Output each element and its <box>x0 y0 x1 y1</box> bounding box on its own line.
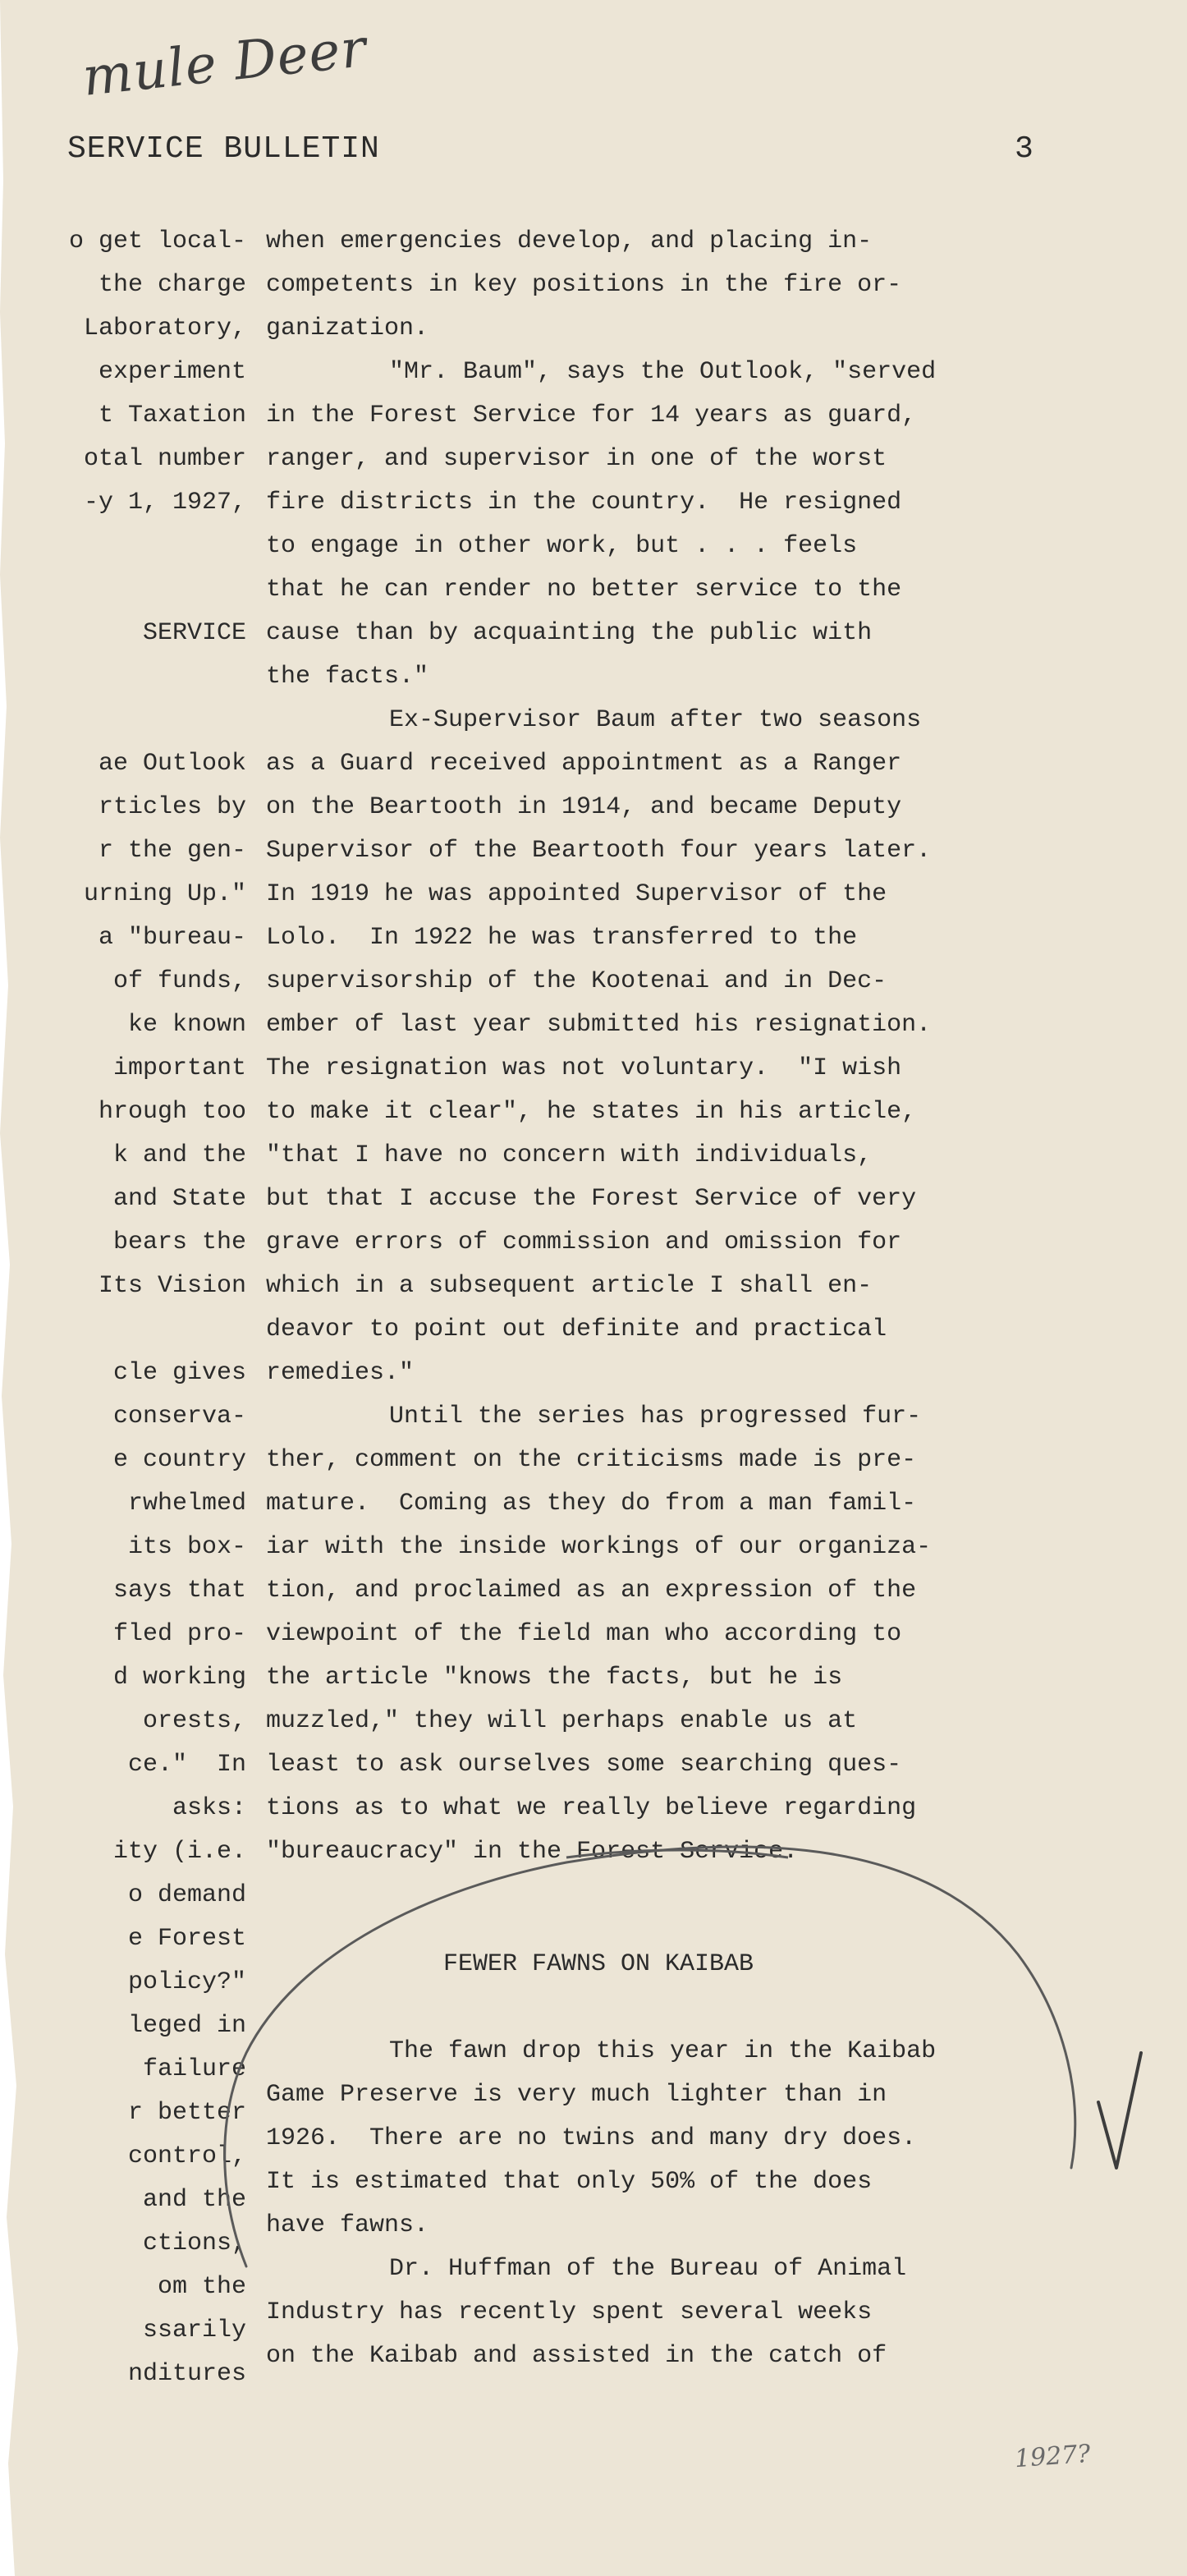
text-line: fire districts in the country. He resigned <box>266 489 902 517</box>
kaibab-article-body <box>266 2030 1046 2378</box>
left-fragment-line: fled pro- <box>112 1620 246 1648</box>
left-column-fragments <box>0 220 246 2396</box>
left-fragment-line: rticles by <box>98 793 246 821</box>
text-line: ember of last year submitted his resignation. <box>266 1011 932 1039</box>
paragraph <box>266 1395 1046 1874</box>
text-line: that he can render no better service to the <box>266 576 902 604</box>
text-line: ther, comment on the criticisms made is pre- <box>266 1446 917 1474</box>
left-fragment-line: control, <box>127 2142 246 2170</box>
text-line: which in a subsequent article I shall en- <box>266 1272 873 1300</box>
text-line: in the Forest Service for 14 years as guard, <box>266 402 917 429</box>
left-fragment-line <box>0 655 246 699</box>
paragraph <box>266 2030 1046 2248</box>
text-line: It is estimated that only 50% of the does <box>266 2168 873 2196</box>
text-line: Until the series has progressed fur- <box>389 1403 922 1430</box>
text-line: remedies." <box>266 1359 415 1387</box>
left-fragment-line: asks: <box>172 1794 246 1822</box>
page-number: 3 <box>1015 131 1034 167</box>
text-line: Supervisor of the Beartooth four years later. <box>266 837 932 865</box>
left-fragment-line: important <box>112 1054 246 1082</box>
left-fragment-line: k and the <box>112 1141 246 1169</box>
left-fragment-line <box>0 1308 246 1352</box>
text-line: competents in key positions in the fire or- <box>266 271 902 299</box>
text-line: to make it clear", he states in his article, <box>266 1098 917 1126</box>
text-line: 1926. There are no twins and many dry does. <box>266 2124 917 2152</box>
left-fragment-line <box>0 568 246 612</box>
text-line: on the Beartooth in 1914, and became Deputy <box>266 793 902 821</box>
text-line: Lolo. In 1922 he was transferred to the <box>266 924 858 952</box>
paragraph <box>266 220 1046 351</box>
text-line: viewpoint of the field man who according to <box>266 1620 902 1648</box>
bulletin-title: SERVICE BULLETIN <box>67 131 380 167</box>
left-fragment-line: rwhelmed <box>127 1490 246 1518</box>
left-fragment-line: leged in <box>127 2012 246 2040</box>
text-line: Industry has recently spent several weeks <box>266 2298 873 2326</box>
left-fragment-line: ce." In <box>127 1751 246 1779</box>
left-fragment-line: r the gen- <box>98 837 246 865</box>
left-fragment-line: policy?" <box>127 1968 246 1996</box>
left-fragment-line: orests, <box>142 1707 246 1735</box>
handwritten-year: 1927? <box>1013 2439 1092 2474</box>
left-fragment-line: failure <box>142 2055 246 2083</box>
text-line: have fawns. <box>266 2211 429 2239</box>
text-line: ganization. <box>266 315 429 342</box>
left-fragment-line: ssarily <box>142 2317 246 2344</box>
text-line: as a Guard received appointment as a Ranger <box>266 750 902 778</box>
left-fragment-line <box>0 525 246 568</box>
left-fragment-line: otal number <box>83 445 246 473</box>
left-fragment-line: ke known <box>127 1011 246 1039</box>
kaibab-headline: FEWER FAWNS ON KAIBAB <box>442 1950 754 1978</box>
text-line: muzzled," they will perhaps enable us at <box>266 1707 858 1735</box>
text-line: "Mr. Baum", says the Outlook, "served <box>389 358 937 386</box>
left-fragment-line: cle gives <box>112 1359 246 1387</box>
left-fragment-line: ity (i.e. <box>112 1838 246 1866</box>
text-line: tions as to what we really believe regarding <box>266 1794 917 1822</box>
left-fragment-line: d working <box>112 1664 246 1692</box>
left-fragment-line: -y 1, 1927, <box>83 489 246 517</box>
text-line: The fawn drop this year in the Kaibab <box>389 2037 937 2065</box>
left-fragment-line: nditures <box>127 2360 246 2388</box>
text-line: the article "knows the facts, but he is <box>266 1664 843 1692</box>
text-line: Ex-Supervisor Baum after two seasons <box>389 706 922 734</box>
left-fragment-line <box>0 699 246 742</box>
left-fragment-line: a "bureau- <box>98 924 246 952</box>
left-fragment-line: urning Up." <box>83 880 246 908</box>
left-fragment-line: and State <box>112 1185 246 1213</box>
text-line: cause than by acquainting the public with <box>266 619 873 647</box>
text-line: Game Preserve is very much lighter than in <box>266 2081 887 2109</box>
left-fragment-line: e Forest <box>127 1925 246 1953</box>
paragraph <box>266 699 1046 1395</box>
text-line: deavor to point out definite and practical <box>266 1316 887 1343</box>
article-continuation <box>266 220 1046 1874</box>
handwritten-title: mule Deer <box>80 18 370 108</box>
text-line: The resignation was not voluntary. "I wish <box>266 1054 902 1082</box>
text-line: tion, and proclaimed as an expression of the <box>266 1577 917 1605</box>
text-line: the facts." <box>266 663 429 691</box>
left-fragment-line: o demand <box>127 1881 246 1909</box>
section-gap <box>266 1874 1046 1943</box>
left-fragment-line: says that <box>112 1577 246 1605</box>
text-line: mature. Coming as they do from a man famil- <box>266 1490 917 1518</box>
left-fragment-line: Laboratory, <box>83 315 246 342</box>
text-line: on the Kaibab and assisted in the catch of <box>266 2342 887 2370</box>
headline-gap <box>266 1986 1046 2030</box>
left-fragment-line: the charge <box>98 271 246 299</box>
right-column <box>266 220 1046 2378</box>
left-fragment-line: conserva- <box>112 1403 246 1430</box>
text-line: but that I accuse the Forest Service of very <box>266 1185 917 1213</box>
left-fragment-line: ctions, <box>142 2229 246 2257</box>
left-fragment-line: its box- <box>127 1533 246 1561</box>
text-line: supervisorship of the Kootenai and in Dec- <box>266 967 887 995</box>
left-fragment-line: hrough too <box>98 1098 246 1126</box>
check-mark-icon <box>1098 2053 1141 2168</box>
text-line: Dr. Huffman of the Bureau of Animal <box>389 2255 907 2283</box>
left-fragment-line: and the <box>142 2186 246 2214</box>
text-line: when emergencies develop, and placing in- <box>266 227 873 255</box>
text-line: to engage in other work, but . . . feels <box>266 532 858 560</box>
text-line: "bureaucracy" in the Forest Service. <box>266 1838 799 1866</box>
left-fragment-line: of funds, <box>112 967 246 995</box>
left-fragment-line: Its Vision <box>98 1272 246 1300</box>
left-fragment-line: r better <box>127 2099 246 2127</box>
left-fragment-line: SERVICE <box>142 619 246 647</box>
left-fragment-line: t Taxation <box>98 402 246 429</box>
left-fragment-line: om the <box>157 2273 246 2301</box>
left-fragment-line: ae Outlook <box>98 750 246 778</box>
left-fragment-line: experiment <box>98 358 246 386</box>
text-line: least to ask ourselves some searching ques- <box>266 1751 902 1779</box>
text-line: iar with the inside workings of our organiza- <box>266 1533 932 1561</box>
text-line: ranger, and supervisor in one of the worst <box>266 445 887 473</box>
left-fragment-line: bears the <box>112 1228 246 1256</box>
paragraph <box>266 351 1046 699</box>
text-line: "that I have no concern with individuals, <box>266 1141 873 1169</box>
left-fragment-line: e country <box>112 1446 246 1474</box>
text-line: grave errors of commission and omission for <box>266 1228 902 1256</box>
text-line: In 1919 he was appointed Supervisor of the <box>266 880 887 908</box>
left-fragment-line: o get local- <box>68 227 246 255</box>
paragraph <box>266 2248 1046 2378</box>
